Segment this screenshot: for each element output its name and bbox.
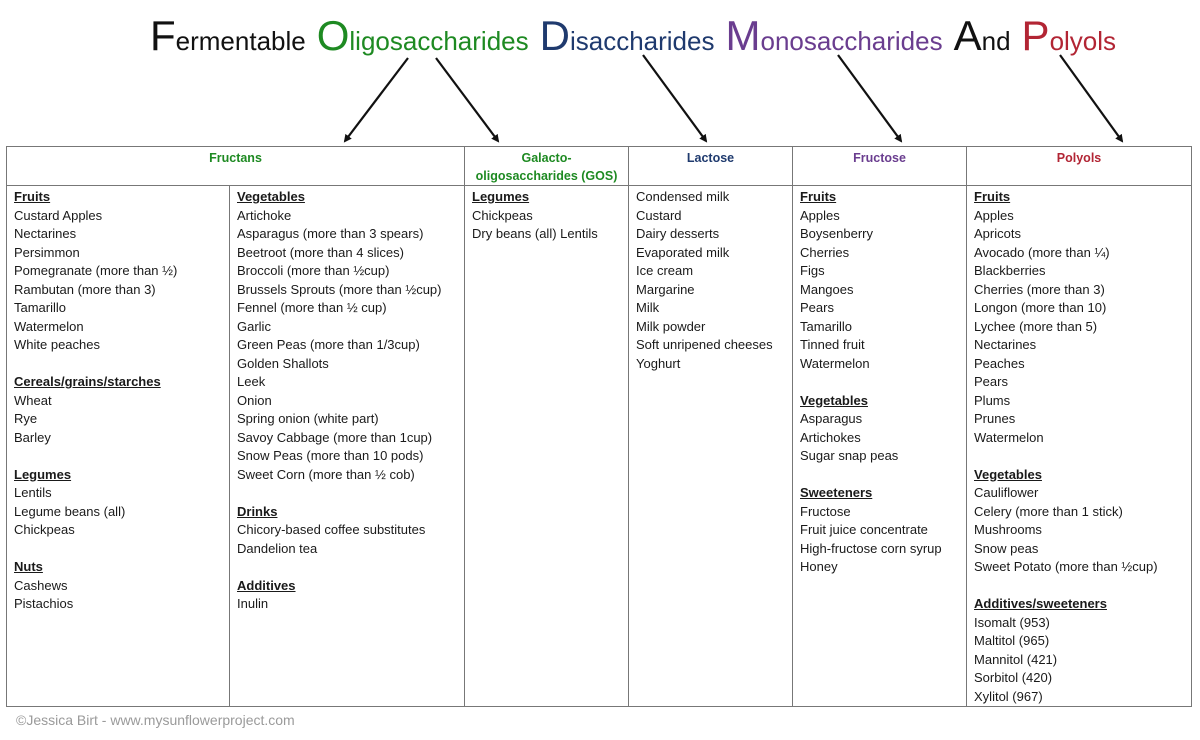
food-group	[472, 188, 628, 244]
food-item: Wheat	[14, 392, 52, 408]
group-heading: Fruits	[14, 189, 51, 204]
food-item: Onion	[237, 392, 272, 408]
arrow-disaccharides-lactose	[643, 55, 706, 141]
group-heading: Fruits	[974, 189, 1011, 204]
food-group	[14, 188, 229, 355]
food-item: Apples	[974, 207, 1014, 223]
cell-gos	[465, 186, 629, 707]
food-item: Golden Shallots	[237, 355, 329, 371]
food-item: Garlic	[237, 318, 271, 334]
food-item: Prunes	[974, 411, 1016, 426]
food-item: Celery (more than 1 stick)	[974, 503, 1123, 519]
food-group	[237, 188, 464, 484]
food-item: High-fructose corn syrup	[800, 540, 942, 556]
food-item: Milk	[636, 300, 660, 315]
food-group	[974, 595, 1191, 706]
food-item: Artichoke	[237, 207, 292, 223]
title-word-initial: F	[150, 12, 176, 59]
header-fructose: Fructose	[793, 147, 967, 186]
group-heading: Legumes	[472, 189, 530, 204]
food-item: Nectarines	[974, 337, 1037, 352]
arrows	[0, 0, 1200, 150]
food-item: Apples	[800, 207, 840, 223]
food-item: Rye	[14, 411, 38, 426]
food-group	[14, 466, 229, 540]
cell-polyols	[967, 186, 1192, 707]
food-item: Soft unripened cheeses	[636, 337, 773, 352]
title-word-rest: nd	[981, 26, 1011, 56]
food-item: Rambutan (more than 3)	[14, 281, 156, 297]
food-item: Brussels Sprouts (more than ½cup)	[237, 281, 442, 297]
food-item: Persimmon	[14, 244, 80, 260]
food-item: Chickpeas	[472, 207, 533, 223]
cell-content	[629, 186, 792, 373]
header-gos-line2: oligosaccharides (GOS)	[475, 169, 618, 183]
food-item: Figs	[800, 263, 825, 278]
arrow-oligo-gos	[436, 58, 498, 141]
food-item: Asparagus	[800, 411, 863, 426]
arrow-monosaccharides-fructose	[838, 55, 901, 141]
food-item: Fennel (more than ½ cup)	[237, 300, 387, 315]
group-heading: Fruits	[800, 189, 837, 204]
food-group	[636, 188, 792, 373]
food-group	[800, 392, 966, 466]
food-item: Ice cream	[636, 263, 694, 278]
food-item: Watermelon	[800, 355, 870, 371]
title-word-rest: olyols	[1049, 26, 1117, 56]
title-word-initial: O	[316, 12, 350, 59]
food-item: Sweet Corn (more than ½ cob)	[237, 466, 415, 482]
cell-content	[793, 186, 966, 577]
cell-fructans-right	[230, 186, 465, 707]
food-group	[237, 503, 464, 559]
cell-fructans-left	[7, 186, 230, 707]
content-row	[7, 186, 1192, 707]
food-item: Artichokes	[800, 429, 861, 445]
food-item: Pears	[974, 374, 1008, 389]
food-item: Dry beans (all) Lentils	[472, 226, 598, 241]
food-item: Milk powder	[636, 318, 706, 334]
food-item: Fructose	[800, 503, 851, 519]
title-word-rest: isaccharides	[569, 26, 715, 56]
food-item: Sorbitol (420)	[974, 670, 1053, 685]
cell-content	[465, 186, 628, 244]
food-item: Mangoes	[800, 281, 854, 297]
cell-content	[967, 186, 1191, 706]
food-item: Dandelion tea	[237, 540, 318, 556]
group-heading: Cereals/grains/starches	[14, 374, 161, 389]
header-gos-line1: Galacto-	[521, 151, 572, 165]
food-item: Pistachios	[14, 596, 74, 611]
food-item: Fruit juice concentrate	[800, 522, 928, 537]
food-item: Broccoli (more than ½cup)	[237, 263, 390, 278]
group-heading: Additives	[237, 577, 296, 593]
copyright-footer: ©Jessica Birt - www.mysunflowerproject.com	[16, 712, 295, 728]
food-item: Green Peas (more than 1/3cup)	[237, 337, 420, 352]
food-item: Asparagus (more than 3 spears)	[237, 226, 424, 241]
food-item: Condensed milk	[636, 189, 730, 204]
food-item: Watermelon	[974, 429, 1044, 445]
header-row	[7, 147, 1192, 186]
food-group	[14, 558, 229, 614]
food-item: Dairy desserts	[636, 226, 720, 241]
food-item: Maltitol (965)	[974, 633, 1050, 648]
food-item: Savoy Cabbage (more than 1cup)	[237, 429, 433, 445]
title-word-initial: M	[725, 12, 761, 59]
food-item: Pears	[800, 300, 834, 315]
food-item: Lychee (more than 5)	[974, 318, 1098, 334]
title-word-initial: A	[953, 12, 982, 59]
food-item: Margarine	[636, 281, 695, 297]
food-item: Tinned fruit	[800, 337, 865, 352]
header-lactose: Lactose	[629, 147, 793, 186]
food-item: Cashews	[14, 577, 68, 593]
food-item: Watermelon	[14, 318, 84, 334]
food-item: Inulin	[237, 596, 269, 611]
food-item: Yoghurt	[636, 355, 681, 371]
title-word-initial: P	[1021, 12, 1050, 59]
food-item: Mannitol (421)	[974, 651, 1058, 667]
food-item: Isomalt (953)	[974, 614, 1050, 630]
food-item: Chicory-based coffee substitutes	[237, 522, 426, 537]
food-item: Blackberries	[974, 263, 1046, 278]
food-item: Snow Peas (more than 10 pods)	[237, 448, 424, 463]
food-item: Chickpeas	[14, 522, 75, 537]
group-heading: Additives/sweeteners	[974, 596, 1107, 611]
header-polyols: Polyols	[967, 147, 1192, 186]
food-item: Lentils	[14, 485, 52, 500]
food-item: Cherries	[800, 244, 850, 260]
food-item: Apricots	[974, 226, 1021, 241]
food-item: Avocado (more than ¼)	[974, 244, 1110, 260]
food-group	[14, 373, 229, 447]
food-item: Peaches	[974, 355, 1025, 371]
food-group	[800, 188, 966, 373]
arrow-polyols	[1060, 55, 1122, 141]
food-item: Barley	[14, 429, 51, 445]
food-item: Honey	[800, 559, 838, 574]
group-heading: Sweeteners	[800, 485, 873, 500]
cell-content	[7, 186, 229, 614]
food-item: Legume beans (all)	[14, 503, 126, 519]
food-item: Spring onion (white part)	[237, 411, 379, 426]
header-gos	[465, 147, 629, 186]
food-item: Cauliflower	[974, 485, 1039, 500]
food-item: Nectarines	[14, 226, 77, 241]
food-group	[974, 188, 1191, 447]
title-word-rest: onosaccharides	[760, 26, 943, 56]
food-item: Snow peas	[974, 540, 1039, 556]
food-item: Custard	[636, 207, 682, 223]
food-item: Custard Apples	[14, 207, 103, 223]
food-item: Cherries (more than 3)	[974, 281, 1105, 297]
food-item: Beetroot (more than 4 slices)	[237, 244, 404, 260]
title-word-initial: D	[539, 12, 570, 59]
group-heading: Vegetables	[800, 392, 868, 408]
cell-fructose	[793, 186, 967, 707]
group-heading: Vegetables	[974, 466, 1042, 482]
food-item: Boysenberry	[800, 226, 873, 241]
group-heading: Legumes	[14, 466, 72, 482]
title-word-rest: ermentable	[175, 26, 306, 56]
arrow-oligo-fructans	[345, 58, 408, 141]
food-item: Evaporated milk	[636, 244, 730, 260]
food-item: Xylitol (967)	[974, 688, 1043, 704]
cell-content	[230, 186, 464, 614]
food-item: Leek	[237, 374, 266, 389]
food-group	[974, 466, 1191, 577]
food-group	[800, 484, 966, 577]
title-word-rest: ligosaccharides	[349, 26, 529, 56]
food-item: Tamarillo	[14, 300, 67, 315]
food-item: White peaches	[14, 337, 100, 352]
food-item: Mushrooms	[974, 522, 1042, 537]
food-item: Pomegranate (more than ½)	[14, 263, 178, 278]
group-heading: Nuts	[14, 559, 43, 574]
cell-lactose	[629, 186, 793, 707]
group-heading: Drinks	[237, 503, 278, 519]
food-item: Plums	[974, 392, 1011, 408]
fodmap-table	[6, 146, 1192, 707]
food-item: Sweet Potato (more than ½cup)	[974, 559, 1158, 574]
food-item: Sugar snap peas	[800, 448, 899, 463]
header-fructans: Fructans	[7, 147, 465, 186]
food-group	[237, 577, 464, 614]
food-item: Tamarillo	[800, 318, 853, 334]
food-item: Longon (more than 10)	[974, 300, 1107, 315]
group-heading: Vegetables	[237, 189, 305, 204]
